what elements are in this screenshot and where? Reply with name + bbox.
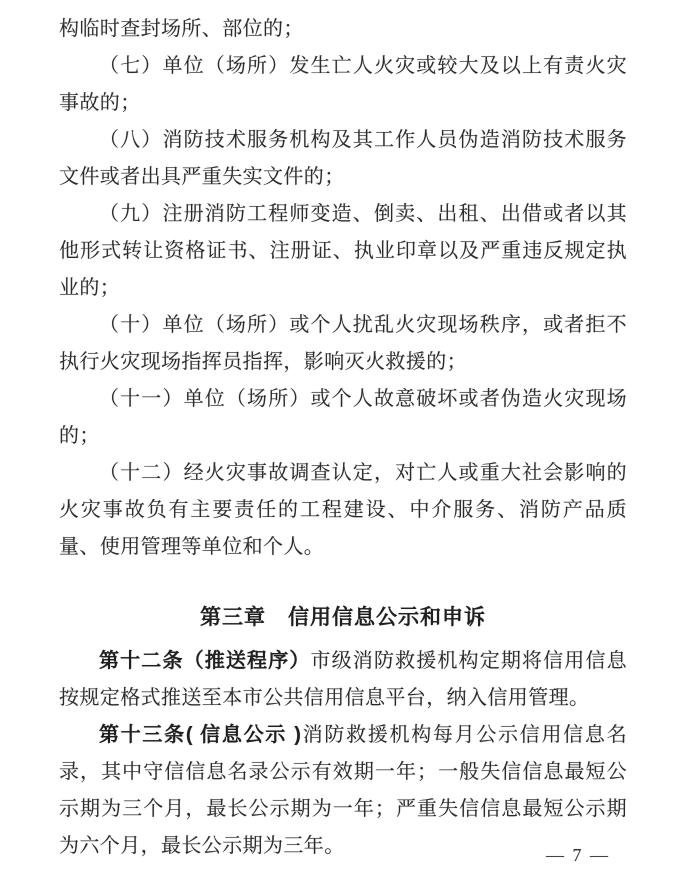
paragraph: （九）注册消防工程师变造、倒卖、出租、出借或者以其他形式转让资格证书、注册证、执业印章以及严重违反规定执业的； [59, 203, 627, 299]
page-number: — 7 — [546, 845, 610, 865]
paragraph: 第十三条( 信息公示 )消防救援机构每月公示信用信息名录，其中守信信息名录公示有效期一年；一般失信信息最短公示期为三个月，最长公示期为一年；严重失信信息最短公示期为六个月，最长公示期为三年。 [59, 724, 628, 857]
paragraph: 第十二条（推送程序）市级消防救援机构定期将信用信息按规定格式推送至本市公共信用信息平台，纳入信用管理。 [59, 650, 627, 709]
chapter-heading: 第三章 信用信息公示和申诉 [200, 606, 486, 629]
paragraph: （十一）单位（场所）或个人故意破坏或者伪造火灾现场的； [59, 388, 627, 447]
paragraph: （八）消防技术服务机构及其工作人员伪造消防技术服务文件或者出具严重失实文件的； [59, 129, 627, 188]
article-label: 第十三条( 信息公示 ) [99, 724, 302, 746]
document-content [59, 11, 627, 865]
paragraph: （十）单位（场所）或个人扰乱火灾现场秩序，或者拒不执行火灾现场指挥员指挥，影响灭火救援的； [59, 314, 627, 373]
paragraph: （十二）经火灾事故调查认定，对亡人或重大社会影响的火灾事故负有主要责任的工程建设、中介服务、消防产品质量、使用管理等单位和个人。 [59, 462, 627, 558]
paragraph: （七）单位（场所）发生亡人火灾或较大及以上有责火灾事故的； [59, 55, 627, 114]
article-label: 第十二条（推送程序） [99, 650, 311, 672]
paragraph: 构临时查封场所、部位的； [59, 18, 304, 40]
